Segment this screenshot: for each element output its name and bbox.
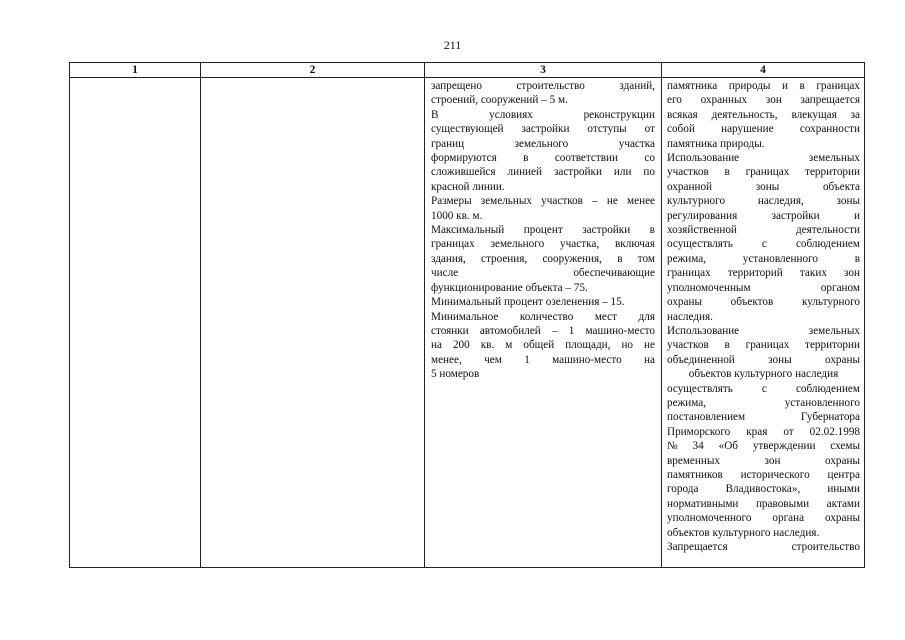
text-word: для	[638, 310, 655, 323]
text-word: всякая деятельность, влекущая за	[667, 108, 860, 121]
text-word: в	[617, 252, 623, 265]
text-word: земельных	[808, 152, 860, 165]
column-4-text	[662, 78, 864, 554]
text-word: объектов культурного наследия.	[667, 526, 820, 539]
text-word: строений, сооружений – 5 м.	[431, 94, 568, 107]
text-word: сложившейся линией застройки или по	[431, 166, 655, 179]
text-line	[667, 79, 860, 93]
text-word: 1000 кв. м.	[431, 209, 483, 222]
text-line	[431, 223, 655, 237]
text-word: обеспечивающие	[573, 267, 655, 280]
text-line	[667, 137, 860, 151]
text-line	[431, 180, 655, 194]
text-line	[667, 439, 860, 453]
text-word: чем	[484, 353, 502, 366]
text-line	[667, 209, 860, 223]
text-line	[667, 367, 860, 381]
text-word: общей	[523, 339, 555, 352]
text-word: наследия.	[667, 310, 713, 323]
text-line	[667, 237, 860, 251]
text-word: Запрещается	[667, 541, 728, 553]
cell-column-1	[70, 78, 201, 568]
text-word: Использование	[667, 324, 740, 337]
text-line	[667, 540, 860, 554]
text-line	[431, 237, 655, 251]
text-word: мест	[594, 310, 618, 323]
text-line	[431, 79, 655, 93]
text-line	[431, 310, 655, 324]
text-word: площади,	[565, 339, 611, 352]
column-3-text	[425, 78, 661, 382]
text-word: утверждении	[752, 440, 816, 453]
text-word: том	[637, 252, 655, 265]
text-word: памятника природы и в границах	[667, 80, 860, 92]
text-word: уполномоченным	[667, 281, 751, 294]
text-line	[431, 93, 655, 107]
text-word: собой	[667, 123, 695, 136]
text-word: режима,	[667, 252, 707, 265]
text-word: режима,	[667, 396, 707, 409]
text-word: нарушение	[721, 123, 774, 136]
text-word: земельных	[808, 324, 860, 337]
text-word: памятника природы.	[667, 137, 765, 150]
text-word: количество	[519, 310, 574, 323]
text-word: «Об	[718, 440, 738, 453]
text-word: существующей застройки отступы от	[431, 123, 655, 136]
text-word: установленного	[784, 396, 860, 409]
text-word: в	[854, 252, 860, 265]
column-header-3: 3	[425, 63, 662, 78]
text-line	[431, 324, 655, 338]
text-line	[431, 281, 655, 295]
text-word: зданий,	[619, 80, 655, 92]
text-word: установленного	[742, 252, 819, 265]
text-line	[431, 252, 655, 266]
text-word: соблюдением	[795, 238, 860, 251]
text-word: границах земельного участка, включая	[431, 238, 655, 251]
text-line	[667, 410, 860, 424]
text-word: В	[431, 108, 439, 121]
cell-column-3	[425, 78, 662, 568]
text-word: охраны	[825, 454, 860, 467]
text-word: красной линии.	[431, 180, 505, 193]
text-line	[667, 223, 860, 237]
text-line	[667, 526, 860, 540]
text-word: Минимальный процент озеленения – 15.	[431, 296, 625, 309]
text-word: Приморского	[667, 425, 731, 438]
text-word: соблюдением	[795, 382, 860, 395]
text-word: охраны	[825, 353, 860, 366]
text-word: Губернатора	[800, 411, 860, 424]
text-word: м	[505, 339, 513, 352]
text-word: органом	[820, 281, 860, 294]
text-line	[667, 165, 860, 179]
text-word: нормативными правовыми актами	[667, 497, 860, 510]
text-word: объекта	[822, 180, 860, 193]
text-word: числе	[431, 267, 459, 280]
cell-column-4	[662, 78, 865, 568]
text-word: зоны	[836, 195, 860, 208]
text-word: менее,	[431, 353, 462, 366]
text-word: строительство	[791, 541, 860, 553]
header-row	[70, 63, 865, 78]
text-word: уполномоченного органа охраны	[667, 512, 860, 525]
text-word: осуществлять	[667, 238, 733, 251]
text-word: Размеры земельных участков – не менее	[431, 195, 655, 208]
text-line	[431, 165, 655, 179]
text-word: и	[854, 209, 860, 222]
text-line	[431, 367, 655, 381]
text-word: 34	[692, 440, 704, 453]
regulations-table	[69, 62, 865, 568]
text-line	[667, 194, 860, 208]
text-word: наследия,	[757, 195, 804, 208]
text-word: сооружения,	[542, 252, 602, 265]
text-line	[431, 108, 655, 122]
text-word: запрещено	[431, 80, 482, 92]
text-word: осуществлять	[667, 382, 733, 395]
text-word: охранной	[667, 180, 713, 193]
text-word: процент	[523, 224, 563, 237]
text-word: охраны	[667, 296, 702, 309]
text-word: культурного	[801, 296, 860, 309]
text-word: со	[644, 152, 655, 165]
column-header-2: 2	[201, 63, 425, 78]
text-word: объединенной	[667, 353, 735, 366]
text-word: сохранности	[799, 123, 860, 136]
text-line	[431, 209, 655, 223]
text-word: зоны	[755, 180, 780, 193]
text-line	[667, 180, 860, 194]
text-line	[667, 252, 860, 266]
text-word: но	[621, 339, 634, 352]
text-word: объектов	[730, 296, 774, 309]
text-line	[667, 281, 860, 295]
text-line	[667, 338, 860, 352]
text-word: с	[761, 238, 767, 251]
text-line	[667, 324, 860, 338]
text-line	[431, 353, 655, 367]
text-line	[667, 454, 860, 468]
text-word: границ	[431, 137, 465, 150]
text-line	[667, 497, 860, 511]
text-word: 02.02.1998	[809, 425, 860, 438]
text-word: города	[667, 483, 699, 496]
text-line	[431, 295, 655, 309]
column-header-1: 1	[70, 63, 201, 78]
text-word: деятельности	[795, 224, 860, 237]
text-line	[667, 482, 860, 496]
text-line	[667, 108, 860, 122]
text-line	[667, 396, 860, 410]
text-word: регулирования	[667, 209, 738, 222]
text-word: с	[761, 382, 767, 395]
text-word: 200	[452, 339, 470, 352]
page-number: 211	[443, 38, 462, 52]
text-word: Использование	[667, 152, 740, 165]
text-line	[431, 122, 655, 136]
text-word: строения,	[481, 252, 528, 265]
text-line	[431, 266, 655, 280]
text-word: формируются	[431, 152, 497, 165]
text-word: от	[783, 425, 794, 438]
text-word: на	[644, 353, 655, 366]
text-word: не	[644, 339, 655, 352]
text-word: границах территорий таких зон	[667, 267, 860, 280]
text-line	[667, 122, 860, 136]
text-word: застройки	[582, 224, 631, 237]
text-line	[667, 295, 860, 309]
text-word: кв.	[480, 339, 495, 352]
text-line	[667, 353, 860, 367]
text-word: Владивостока»,	[725, 483, 801, 496]
text-line	[667, 266, 860, 280]
text-word: Максимальный	[431, 224, 505, 237]
text-line	[667, 93, 860, 107]
text-word: участков в границах территории	[667, 339, 860, 352]
text-word: объектов культурного наследия	[688, 368, 839, 381]
text-word: реконструкции	[583, 108, 655, 121]
text-word: стоянки автомобилей – 1 машино-место	[431, 324, 655, 337]
text-word: соответствии	[554, 152, 619, 165]
text-word: постановлением	[667, 411, 746, 424]
text-word: 5 номеров	[431, 368, 480, 381]
text-word: временных	[667, 454, 720, 467]
text-word: Минимальное	[431, 310, 499, 323]
text-line	[667, 382, 860, 396]
text-word: участка	[618, 137, 655, 150]
text-word: края	[746, 425, 768, 438]
text-word: схемы	[830, 440, 860, 453]
text-line	[667, 468, 860, 482]
table-row	[70, 78, 865, 568]
text-word: на	[431, 339, 442, 352]
text-word: здания,	[431, 252, 466, 265]
text-word: культурного	[667, 195, 726, 208]
text-line	[667, 511, 860, 525]
text-line	[667, 151, 860, 165]
text-line	[431, 151, 655, 165]
text-word: застройки	[771, 209, 820, 222]
text-word: функционирование объекта – 75.	[431, 281, 588, 294]
text-word: машино-место	[552, 353, 622, 366]
text-word: строительство	[516, 80, 585, 92]
text-line	[431, 338, 655, 352]
text-word: зоны	[768, 353, 792, 366]
text-word: земельного	[514, 137, 569, 150]
text-line	[667, 310, 860, 324]
text-line	[667, 425, 860, 439]
text-line	[431, 194, 655, 208]
text-word: памятников исторического центра	[667, 468, 860, 481]
text-word: в	[523, 152, 529, 165]
text-word: условиях	[489, 108, 533, 121]
text-word: 1	[524, 353, 530, 366]
column-header-4: 4	[662, 63, 865, 78]
text-word: его охранных зон запрещается	[667, 94, 860, 107]
text-word: №	[667, 440, 678, 453]
text-word: иными	[827, 483, 860, 496]
text-word: участков в границах территории	[667, 166, 860, 179]
text-word: зон	[764, 454, 781, 467]
text-word: в	[649, 224, 655, 237]
text-line	[431, 137, 655, 151]
text-word: хозяйственной	[667, 224, 737, 237]
cell-column-2	[201, 78, 425, 568]
